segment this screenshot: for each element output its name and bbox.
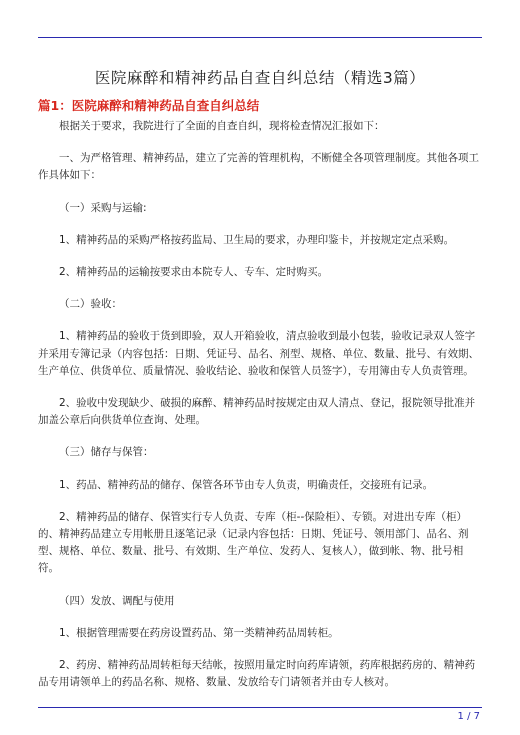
- paragraph: （三）储存与保管：: [59, 446, 154, 459]
- paragraph: 2、药房、精神药品周转柜每天结帐，按照用量定时向药库请领，药库根据药房的、精神药品专用请领单上的药品名称、规格、数量、发放给专门请领者并由专人核对。: [38, 659, 476, 689]
- header-rule: [38, 37, 482, 38]
- paragraph: 根据关于要求，我院进行了全面的自查自纠，现将检查情况汇报如下：: [59, 120, 385, 132]
- document-title: 医院麻醉和精神药品自查自纠总结（精选3篇）: [94, 69, 426, 87]
- document-body: [38, 118, 482, 706]
- paragraph: （四）发放、调配与使用: [59, 594, 175, 607]
- paragraph: 2、精神药品的储存、保管实行专人负责、专库（柜--保险柜）、专锁。对进出专库（柜）的、精神药品建立专用帐册且逐笔记录（记录内容包括：日期、凭证号、领用部门、品名、剂型、规格、单位、数量、批号、有效期、生产单位、发药人、复核人），做到帐、物、批号相符。: [38, 510, 469, 575]
- page-number: 1 / 7: [457, 711, 480, 722]
- paragraph: 1、精神药品的验收于货到即验，双人开箱验收，清点验收到最小包装，验收记录双人签字并采用专簿记录（内容包括：日期、凭证号、品名、剂型、规格、单位、数量、批号、有效期、生产单位、供货单位、质量情况、验收结论、验收和保管人员签字），专用簿由专人负责管理。: [38, 330, 479, 377]
- paragraph: （一）采购与运输:: [59, 201, 147, 214]
- paragraph: 2、精神药品的运输按要求由本院专人、专车、定时购买。: [59, 266, 329, 279]
- footer-rule: [38, 707, 482, 708]
- paragraph: 1、精神药品的采购严格按药监局、卫生局的要求，办理印鉴卡，并按规定定点采购。: [59, 233, 455, 246]
- paragraph: 一、为严格管理、精神药品，建立了完善的管理机构，不断健全各项管理制度。其他各项工作具体如下：: [38, 152, 479, 182]
- section-heading: 篇1：医院麻醉和精神药品自查自纠总结: [38, 98, 260, 113]
- paragraph: 1、药品、精神药品的储存、保管各环节由专人负责，明确责任，交接班有记录。: [59, 478, 434, 491]
- paragraph: （二）验收：: [59, 298, 122, 311]
- paragraph: 2、验收中发现缺少、破损的麻醉、精神药品时按规定由双人清点、登记，报院领导批准并加盖公章后向供货单位查询、处理。: [38, 397, 476, 427]
- paragraph: 1、根据管理需要在药房设置药品、第一类精神药品周转柜。: [59, 626, 339, 639]
